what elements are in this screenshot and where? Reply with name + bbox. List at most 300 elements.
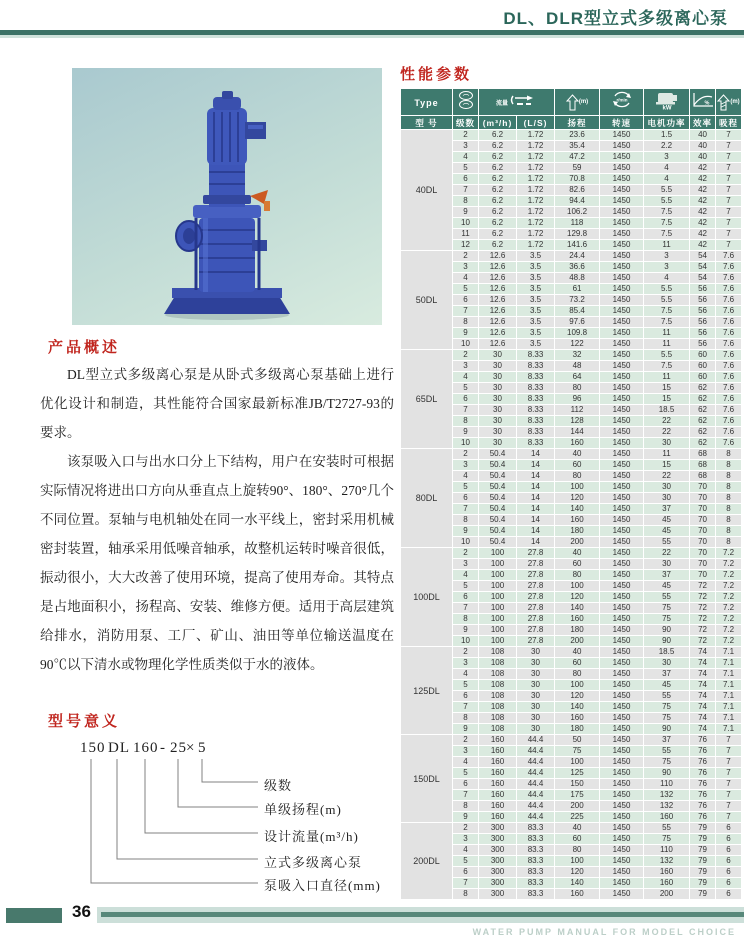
data-cell: 55 (644, 746, 690, 757)
data-cell: 62 (690, 394, 716, 405)
data-cell: 1.72 (517, 196, 555, 207)
data-cell: 72 (690, 603, 716, 614)
data-cell: 60 (690, 361, 716, 372)
data-cell: 27.8 (517, 592, 555, 603)
data-cell: 30 (479, 438, 517, 449)
data-cell: 100 (479, 570, 517, 581)
data-cell: 120 (555, 867, 600, 878)
data-cell: 100 (479, 581, 517, 592)
data-cell: 68 (690, 471, 716, 482)
data-cell: 7.2 (716, 548, 742, 559)
data-cell: 7.6 (716, 295, 742, 306)
data-cell: 3.5 (517, 306, 555, 317)
data-cell: 1450 (600, 405, 644, 416)
data-cell: 50.4 (479, 460, 517, 471)
data-cell: 30 (517, 669, 555, 680)
data-cell: 7 (716, 746, 742, 757)
data-cell: 1450 (600, 867, 644, 878)
data-cell: 70 (690, 493, 716, 504)
data-cell: 160 (644, 867, 690, 878)
data-cell: 22 (644, 427, 690, 438)
data-cell: 160 (479, 779, 517, 790)
data-cell: 7 (453, 790, 479, 801)
data-cell: 1450 (600, 350, 644, 361)
data-cell: 36.6 (555, 262, 600, 273)
model-code-part: - (160, 740, 166, 756)
data-cell: 5.5 (644, 284, 690, 295)
data-cell: 8.33 (517, 438, 555, 449)
data-cell: 118 (555, 218, 600, 229)
data-cell: 7.6 (716, 317, 742, 328)
data-cell: 9 (453, 625, 479, 636)
data-cell: 11 (644, 339, 690, 350)
data-cell: 9 (453, 526, 479, 537)
data-cell: 132 (644, 801, 690, 812)
data-cell: 160 (479, 768, 517, 779)
model-cell: 150DL (401, 735, 453, 823)
table-row (401, 273, 742, 284)
data-cell: 4 (453, 669, 479, 680)
data-cell: 3 (453, 834, 479, 845)
data-cell: 27.8 (517, 636, 555, 647)
data-cell: 61 (555, 284, 600, 295)
data-cell: 7 (716, 141, 742, 152)
data-cell: 30 (517, 691, 555, 702)
flow-arrows-icon (509, 94, 537, 110)
data-cell: 42 (690, 207, 716, 218)
data-cell: 100 (555, 856, 600, 867)
type-cn-header: 型 号 (401, 116, 453, 130)
data-cell: 7 (716, 790, 742, 801)
table-row (401, 845, 742, 856)
data-cell: 7.2 (716, 636, 742, 647)
data-cell: 2 (453, 449, 479, 460)
data-cell: 1.5 (644, 130, 690, 141)
data-cell: 100 (479, 559, 517, 570)
data-cell: 12.6 (479, 273, 517, 284)
data-cell: 2 (453, 823, 479, 834)
data-cell: 7 (716, 240, 742, 251)
table-row (401, 691, 742, 702)
data-cell: 140 (555, 603, 600, 614)
overview-paragraph-1: DL型立式多级离心泵是从卧式多级离心泵基础上进行优化设计和制造，其性能符合国家最新标准JB/T2727-93的要求。 (40, 367, 394, 440)
table-row (401, 152, 742, 163)
data-cell: 160 (644, 812, 690, 823)
data-cell: 42 (690, 229, 716, 240)
model-cell: 40DL (401, 130, 453, 251)
data-cell: 76 (690, 768, 716, 779)
data-cell: 60 (555, 559, 600, 570)
model-cell: 80DL (401, 449, 453, 548)
data-cell: 4 (644, 174, 690, 185)
data-cell: 1450 (600, 482, 644, 493)
data-cell: 1450 (600, 658, 644, 669)
head-cn-header: 扬程 (555, 116, 600, 130)
data-cell: 129.8 (555, 229, 600, 240)
data-cell: 68 (690, 460, 716, 471)
data-cell: 6.2 (479, 152, 517, 163)
table-row (401, 196, 742, 207)
data-cell: 1450 (600, 449, 644, 460)
data-cell: 72 (690, 614, 716, 625)
table-row (401, 526, 742, 537)
data-cell: 12.6 (479, 262, 517, 273)
data-cell: 160 (555, 614, 600, 625)
data-cell: 64 (555, 372, 600, 383)
data-cell: 30 (479, 361, 517, 372)
data-cell: 30 (479, 405, 517, 416)
data-cell: 24.4 (555, 251, 600, 262)
data-cell: 7.6 (716, 306, 742, 317)
data-cell: 112 (555, 405, 600, 416)
data-cell: 7.6 (716, 438, 742, 449)
data-cell: 160 (555, 438, 600, 449)
data-cell: 3 (453, 361, 479, 372)
data-cell: 1450 (600, 416, 644, 427)
impeller-icon (458, 90, 474, 110)
data-cell: 160 (479, 812, 517, 823)
table-row (401, 504, 742, 515)
table-header-labels-row (401, 116, 742, 130)
data-cell: 75 (644, 614, 690, 625)
table-row (401, 823, 742, 834)
model-code-part: 25 (170, 740, 187, 756)
data-cell: 1450 (600, 438, 644, 449)
data-cell: 5 (453, 680, 479, 691)
model-cell: 200DL (401, 823, 453, 900)
data-cell: 1450 (600, 790, 644, 801)
data-cell: 6.2 (479, 130, 517, 141)
table-row (401, 438, 742, 449)
suction-header: (m) (716, 89, 742, 116)
data-cell: 42 (690, 218, 716, 229)
footer-tagline: WATER PUMP MANUAL FOR MODEL CHOICE (472, 927, 736, 937)
model-cell: 100DL (401, 548, 453, 647)
data-cell: 83.3 (517, 834, 555, 845)
data-cell: 4 (453, 845, 479, 856)
table-row (401, 251, 742, 262)
data-cell: 37 (644, 570, 690, 581)
footer-stripe (101, 912, 744, 917)
data-cell: 32 (555, 350, 600, 361)
data-cell: 1450 (600, 317, 644, 328)
data-cell: 75 (644, 757, 690, 768)
data-cell: 79 (690, 856, 716, 867)
data-cell: 300 (479, 845, 517, 856)
data-cell: 1450 (600, 251, 644, 262)
data-cell: 18.5 (644, 647, 690, 658)
data-cell: 7.1 (716, 724, 742, 735)
suction-arrow-icon (717, 94, 730, 111)
table-row (401, 306, 742, 317)
table-row (401, 856, 742, 867)
table-row (401, 174, 742, 185)
data-cell: 1450 (600, 515, 644, 526)
model-code-part: 150 (80, 740, 106, 756)
data-cell: 1450 (600, 394, 644, 405)
stages-cn-header: 级数 (453, 116, 479, 130)
data-cell: 110 (644, 845, 690, 856)
data-cell: 6.2 (479, 229, 517, 240)
data-cell: 6.2 (479, 240, 517, 251)
data-cell: 7.5 (644, 317, 690, 328)
data-cell: 50.4 (479, 526, 517, 537)
data-cell: 100 (555, 757, 600, 768)
data-cell: 160 (555, 515, 600, 526)
data-cell: 72 (690, 625, 716, 636)
table-row (401, 724, 742, 735)
table-row (401, 801, 742, 812)
data-cell: 175 (555, 790, 600, 801)
data-cell: 74 (690, 702, 716, 713)
table-row (401, 350, 742, 361)
table-row (401, 361, 742, 372)
data-cell: 6 (716, 856, 742, 867)
data-cell: 83.3 (517, 867, 555, 878)
data-cell: 6 (716, 878, 742, 889)
table-header-icons-row (401, 89, 742, 116)
data-cell: 144 (555, 427, 600, 438)
data-cell: 90 (644, 768, 690, 779)
data-cell: 7.6 (716, 416, 742, 427)
data-cell: 8.33 (517, 383, 555, 394)
model-code-part: 160 (133, 740, 159, 756)
data-cell: 7 (453, 306, 479, 317)
table-row (401, 240, 742, 251)
data-cell: 108 (479, 669, 517, 680)
table-row (401, 405, 742, 416)
data-cell: 1450 (600, 779, 644, 790)
data-cell: 8.33 (517, 405, 555, 416)
data-cell: 30 (479, 427, 517, 438)
data-cell: 6.2 (479, 174, 517, 185)
flow-m3h-header: (m³/h) (479, 116, 517, 130)
data-cell: 11 (644, 372, 690, 383)
type-header: Type (401, 89, 453, 116)
data-cell: 5.5 (644, 295, 690, 306)
data-cell: 5 (453, 856, 479, 867)
table-row (401, 768, 742, 779)
data-cell: 76 (690, 801, 716, 812)
overview-heading: 产品概述 (48, 339, 121, 356)
data-cell: 160 (479, 801, 517, 812)
data-cell: 76 (690, 757, 716, 768)
footer-band (97, 907, 744, 923)
data-cell: 7 (716, 163, 742, 174)
data-cell: 80 (555, 845, 600, 856)
data-cell: 11 (644, 328, 690, 339)
data-cell: 7 (716, 801, 742, 812)
data-cell: 30 (479, 383, 517, 394)
data-cell: 6 (716, 823, 742, 834)
data-cell: 62 (690, 438, 716, 449)
data-cell: 1450 (600, 163, 644, 174)
data-cell: 3.5 (517, 328, 555, 339)
data-cell: 83.3 (517, 889, 555, 900)
data-cell: 27.8 (517, 625, 555, 636)
data-cell: 1450 (600, 130, 644, 141)
data-cell: 22 (644, 416, 690, 427)
data-cell: 7.5 (644, 218, 690, 229)
data-cell: 1450 (600, 746, 644, 757)
data-cell: 2 (453, 251, 479, 262)
data-cell: 3.5 (517, 317, 555, 328)
data-cell: 1450 (600, 504, 644, 515)
page-title: DL、DLR型立式多级离心泵 (503, 9, 728, 28)
data-cell: 14 (517, 460, 555, 471)
header-divider (0, 30, 744, 38)
data-cell: 27.8 (517, 570, 555, 581)
data-cell: 2 (453, 130, 479, 141)
data-cell: 8.33 (517, 427, 555, 438)
data-cell: 3.5 (517, 251, 555, 262)
data-cell: 70 (690, 559, 716, 570)
model-label-stages: 级数 (264, 778, 293, 793)
data-cell: 7.1 (716, 691, 742, 702)
data-cell: 30 (644, 482, 690, 493)
data-cell: 42 (690, 240, 716, 251)
data-cell: 1.72 (517, 185, 555, 196)
data-cell: 50.4 (479, 482, 517, 493)
data-cell: 100 (479, 548, 517, 559)
data-cell: 7.6 (716, 339, 742, 350)
data-cell: 7.2 (716, 614, 742, 625)
data-cell: 74 (690, 669, 716, 680)
model-label-flow: 设计流量(m³/h) (264, 829, 359, 844)
data-cell: 4 (453, 570, 479, 581)
data-cell: 72 (690, 581, 716, 592)
data-cell: 1450 (600, 471, 644, 482)
data-cell: 2 (453, 350, 479, 361)
data-cell: 8 (453, 889, 479, 900)
data-cell: 3 (644, 152, 690, 163)
data-cell: 100 (479, 603, 517, 614)
data-cell: 7 (453, 603, 479, 614)
table-row (401, 229, 742, 240)
table-row (401, 867, 742, 878)
data-cell: 7.5 (644, 207, 690, 218)
data-cell: 3.5 (517, 295, 555, 306)
data-cell: 6.2 (479, 207, 517, 218)
data-cell: 42 (690, 174, 716, 185)
data-cell: 225 (555, 812, 600, 823)
data-cell: 100 (479, 625, 517, 636)
data-cell: 8 (716, 537, 742, 548)
data-cell: 44.4 (517, 757, 555, 768)
data-cell: 3 (453, 746, 479, 757)
data-cell: 6 (453, 394, 479, 405)
data-cell: 1450 (600, 768, 644, 779)
data-cell: 100 (555, 680, 600, 691)
table-row (401, 163, 742, 174)
data-cell: 15 (644, 383, 690, 394)
table-row (401, 141, 742, 152)
data-cell: 1450 (600, 218, 644, 229)
data-cell: 6.2 (479, 196, 517, 207)
data-cell: 7.5 (644, 361, 690, 372)
model-label-head: 单级扬程(m) (264, 802, 342, 817)
data-cell: 7.1 (716, 680, 742, 691)
data-cell: 62 (690, 416, 716, 427)
data-cell: 6 (453, 592, 479, 603)
data-cell: 80 (555, 669, 600, 680)
data-cell: 9 (453, 427, 479, 438)
data-cell: 60 (555, 834, 600, 845)
data-cell: 128 (555, 416, 600, 427)
data-cell: 10 (453, 636, 479, 647)
data-cell: 47.2 (555, 152, 600, 163)
data-cell: 7 (716, 207, 742, 218)
data-cell: 70 (690, 537, 716, 548)
data-cell: 3 (453, 141, 479, 152)
data-cell: 7.2 (716, 603, 742, 614)
data-cell: 100 (479, 614, 517, 625)
table-row (401, 658, 742, 669)
data-cell: 79 (690, 845, 716, 856)
data-cell: 11 (453, 229, 479, 240)
table-row (401, 636, 742, 647)
data-cell: 55 (644, 592, 690, 603)
suction-cn-header: 吸程 (716, 116, 742, 130)
data-cell: 44.4 (517, 746, 555, 757)
data-cell: 83.3 (517, 845, 555, 856)
data-cell: 160 (644, 878, 690, 889)
model-label-type: 立式多级离心泵 (264, 855, 363, 870)
model-meaning-heading: 型号意义 (48, 713, 121, 730)
data-cell: 110 (644, 779, 690, 790)
data-cell: 7 (716, 218, 742, 229)
data-cell: 8.33 (517, 350, 555, 361)
data-cell: 7.6 (716, 394, 742, 405)
data-cell: 90 (644, 625, 690, 636)
head-arrow-icon (566, 94, 579, 111)
data-cell: 12 (453, 240, 479, 251)
data-cell: 27.8 (517, 581, 555, 592)
table-row (401, 416, 742, 427)
data-cell: 1450 (600, 295, 644, 306)
data-cell: 8 (453, 416, 479, 427)
performance-heading: 性能参数 (400, 66, 473, 83)
data-cell: 1450 (600, 306, 644, 317)
data-cell: 27.8 (517, 559, 555, 570)
data-cell: 1.72 (517, 240, 555, 251)
data-cell: 40 (690, 141, 716, 152)
svg-text:%: % (704, 100, 709, 106)
efficiency-header (690, 89, 716, 116)
data-cell: 1450 (600, 526, 644, 537)
data-cell: 44.4 (517, 779, 555, 790)
data-cell: 3 (453, 559, 479, 570)
data-cell: 5 (453, 581, 479, 592)
table-row (401, 680, 742, 691)
table-row (401, 625, 742, 636)
data-cell: 83.3 (517, 856, 555, 867)
data-cell: 1450 (600, 328, 644, 339)
data-cell: 9 (453, 207, 479, 218)
table-row (401, 262, 742, 273)
data-cell: 8 (716, 460, 742, 471)
data-cell: 76 (690, 746, 716, 757)
model-label-diameter: 泵吸入口直径(mm) (264, 878, 381, 893)
table-row (401, 889, 742, 900)
product-image (72, 68, 382, 325)
data-cell: 5 (453, 284, 479, 295)
data-cell: 10 (453, 438, 479, 449)
data-cell: 79 (690, 834, 716, 845)
data-cell: 42 (690, 185, 716, 196)
data-cell: 2 (453, 548, 479, 559)
data-cell: 1450 (600, 581, 644, 592)
